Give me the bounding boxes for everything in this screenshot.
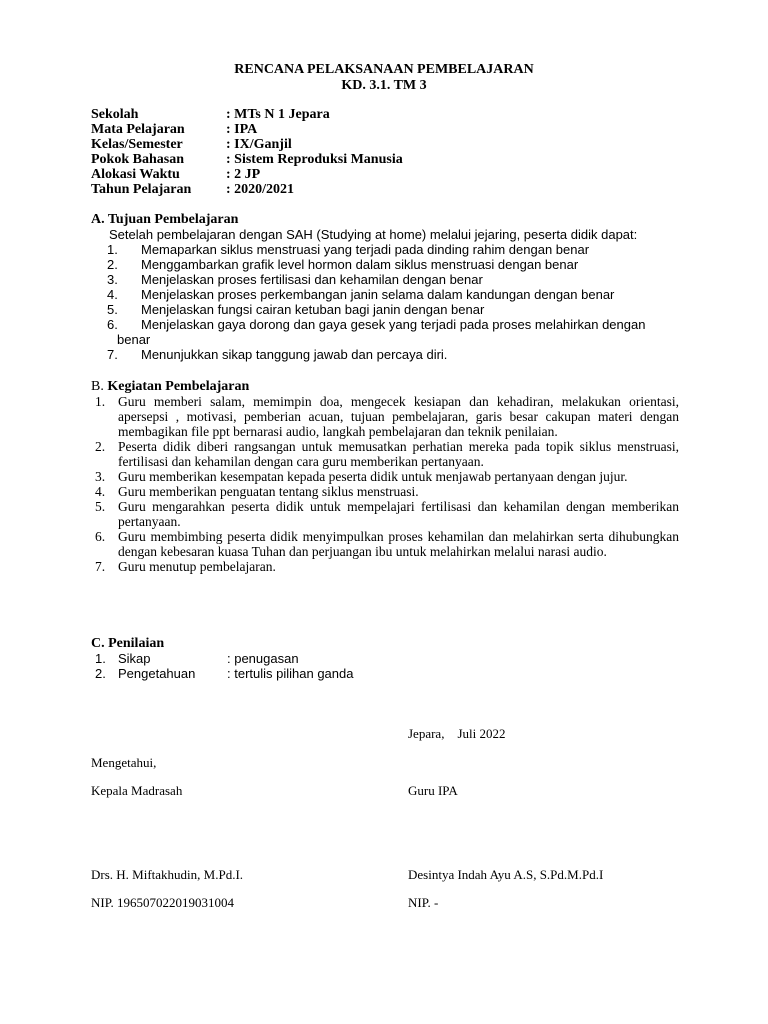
list-text: Menjelaskan proses fertilisasi dan kehamilan dengan benar (141, 272, 483, 287)
list-number: 7. (107, 347, 118, 362)
info-label: Sekolah (91, 107, 139, 122)
info-label: Kelas/Semester (91, 137, 183, 152)
list-text: Memaparkan siklus menstruasi yang terjadi pada dinding rahim dengan benar (141, 242, 590, 257)
section-a-heading-text: A. Tujuan Pembelajaran (91, 212, 239, 227)
list-text: Guru memberikan kesempatan kepada peserta didik untuk menjawab pertanyaan dengan jujur. (118, 469, 628, 484)
section-a-intro: Setelah pembelajaran dengan SAH (Studying at home) melalui jejaring, peserta didik dapat: (109, 227, 638, 242)
info-label: Alokasi Waktu (91, 167, 180, 182)
document-title: RENCANA PELAKSANAAN PEMBELAJARAN (234, 62, 534, 77)
list-text: Menjelaskan fungsi cairan ketuban bagi janin dengan benar (141, 302, 485, 317)
list-item (91, 484, 679, 499)
list-number: 1. (95, 394, 106, 409)
list-number: 4. (107, 287, 118, 302)
section-b-heading (91, 379, 249, 394)
list-item (91, 394, 679, 439)
assessment-label: Pengetahuan (118, 666, 196, 681)
info-value: : MTs N 1 Jepara (226, 107, 330, 122)
headmaster-role: Kepala Madrasah (91, 783, 183, 798)
list-number: 5. (107, 302, 118, 317)
list-number: 2. (95, 439, 106, 454)
list-number: 5. (95, 499, 106, 514)
place-date: Jepara, Juli 2022 (408, 726, 506, 741)
list-item (91, 469, 679, 484)
info-label: Pokok Bahasan (91, 152, 184, 167)
list-item (91, 317, 681, 347)
assessment-label: Sikap (118, 651, 151, 666)
list-number: 2. (95, 666, 106, 681)
list-text: Peserta didik diberi rangsangan untuk memusatkan perhatian mereka pada topik siklus menstruasi, fertilisasi dan kehamilan dengan cara guru memberikan pertanyaan. (118, 439, 679, 469)
section-b-heading-text: Kegiatan Pembelajaran (107, 379, 250, 394)
list-item (91, 347, 681, 362)
list-item (91, 287, 681, 302)
list-number: 3. (107, 272, 118, 287)
list-item (91, 559, 679, 574)
list-text: Guru mengarahkan peserta didik untuk mempelajari fertilisasi dan kehamilan dengan memberikan pertanyaan. (118, 499, 679, 529)
info-label: Tahun Pelajaran (91, 182, 192, 197)
list-number: 4. (95, 484, 106, 499)
list-item (91, 529, 679, 559)
info-value: : IPA (226, 122, 258, 137)
list-number: 1. (95, 651, 106, 666)
list-item (91, 499, 679, 529)
list-text: Guru membimbing peserta didik menyimpulkan proses kehamilan dan melahirkan serta dihubungkan dengan kebesaran kuasa Tuhan dan perjuangan ibu untuk melahirkan melalui narasi audio. (118, 529, 679, 559)
list-text: Guru memberikan penguatan tentang siklus menstruasi. (118, 484, 419, 499)
activities-list (91, 394, 679, 574)
list-item (91, 272, 681, 287)
headmaster-name: Drs. H. Miftakhudin, M.Pd.I. (91, 867, 244, 882)
headmaster-nip: NIP. 196507022019031004 (91, 895, 235, 910)
info-value: : 2020/2021 (226, 182, 295, 197)
section-c-heading-text: C. Penilaian (91, 636, 165, 651)
teacher-name: Desintya Indah Ayu A.S, S.Pd.M.Pd.I (408, 867, 604, 882)
section-a-heading (91, 212, 238, 227)
assessment-value: : penugasan (227, 651, 299, 666)
list-item (91, 242, 681, 257)
list-number: 6. (107, 317, 118, 332)
info-value: : 2 JP (226, 167, 261, 182)
list-item (91, 257, 681, 272)
list-text: Menunjukkan sikap tanggung jawab dan percaya diri. (141, 347, 448, 362)
list-text: Guru memberi salam, memimpin doa, mengecek kesiapan dan kehadiran, melakukan orientasi, apersepsi , motivasi, pemberian acuan, tujuan pembelajaran, garis besar cakupan materi dengan membagikan file ppt bernarasi audio, langkah pembelajaran dan teknik penilaian. (118, 394, 679, 439)
teacher-role: Guru IPA (408, 783, 458, 798)
acknowledged-label: Mengetahui, (91, 755, 157, 770)
list-number: 2. (107, 257, 118, 272)
section-b-letter: B. (91, 379, 104, 394)
info-label: Mata Pelajaran (91, 122, 185, 137)
list-item (91, 302, 681, 317)
section-c-heading (91, 636, 164, 651)
document-subtitle: KD. 3.1. TM 3 (341, 78, 427, 93)
list-number: 6. (95, 529, 106, 544)
list-number: 1. (107, 242, 118, 257)
list-text: Menjelaskan proses perkembangan janin selama dalam kandungan dengan benar (141, 287, 615, 302)
list-number: 3. (95, 469, 106, 484)
list-number: 7. (95, 559, 106, 574)
list-text: Menjelaskan gaya dorong dan gaya gesek yang terjadi pada proses melahirkan dengan benar (117, 317, 646, 347)
info-value: : Sistem Reproduksi Manusia (226, 152, 403, 167)
list-text: Guru menutup pembelajaran. (118, 559, 276, 574)
list-text: Menggambarkan grafik level hormon dalam siklus menstruasi dengan benar (141, 257, 579, 272)
objectives-list (91, 242, 681, 362)
teacher-nip: NIP. - (408, 895, 439, 910)
list-item (91, 439, 679, 469)
assessment-value: : tertulis pilihan ganda (227, 666, 354, 681)
info-value: : IX/Ganjil (226, 137, 292, 152)
